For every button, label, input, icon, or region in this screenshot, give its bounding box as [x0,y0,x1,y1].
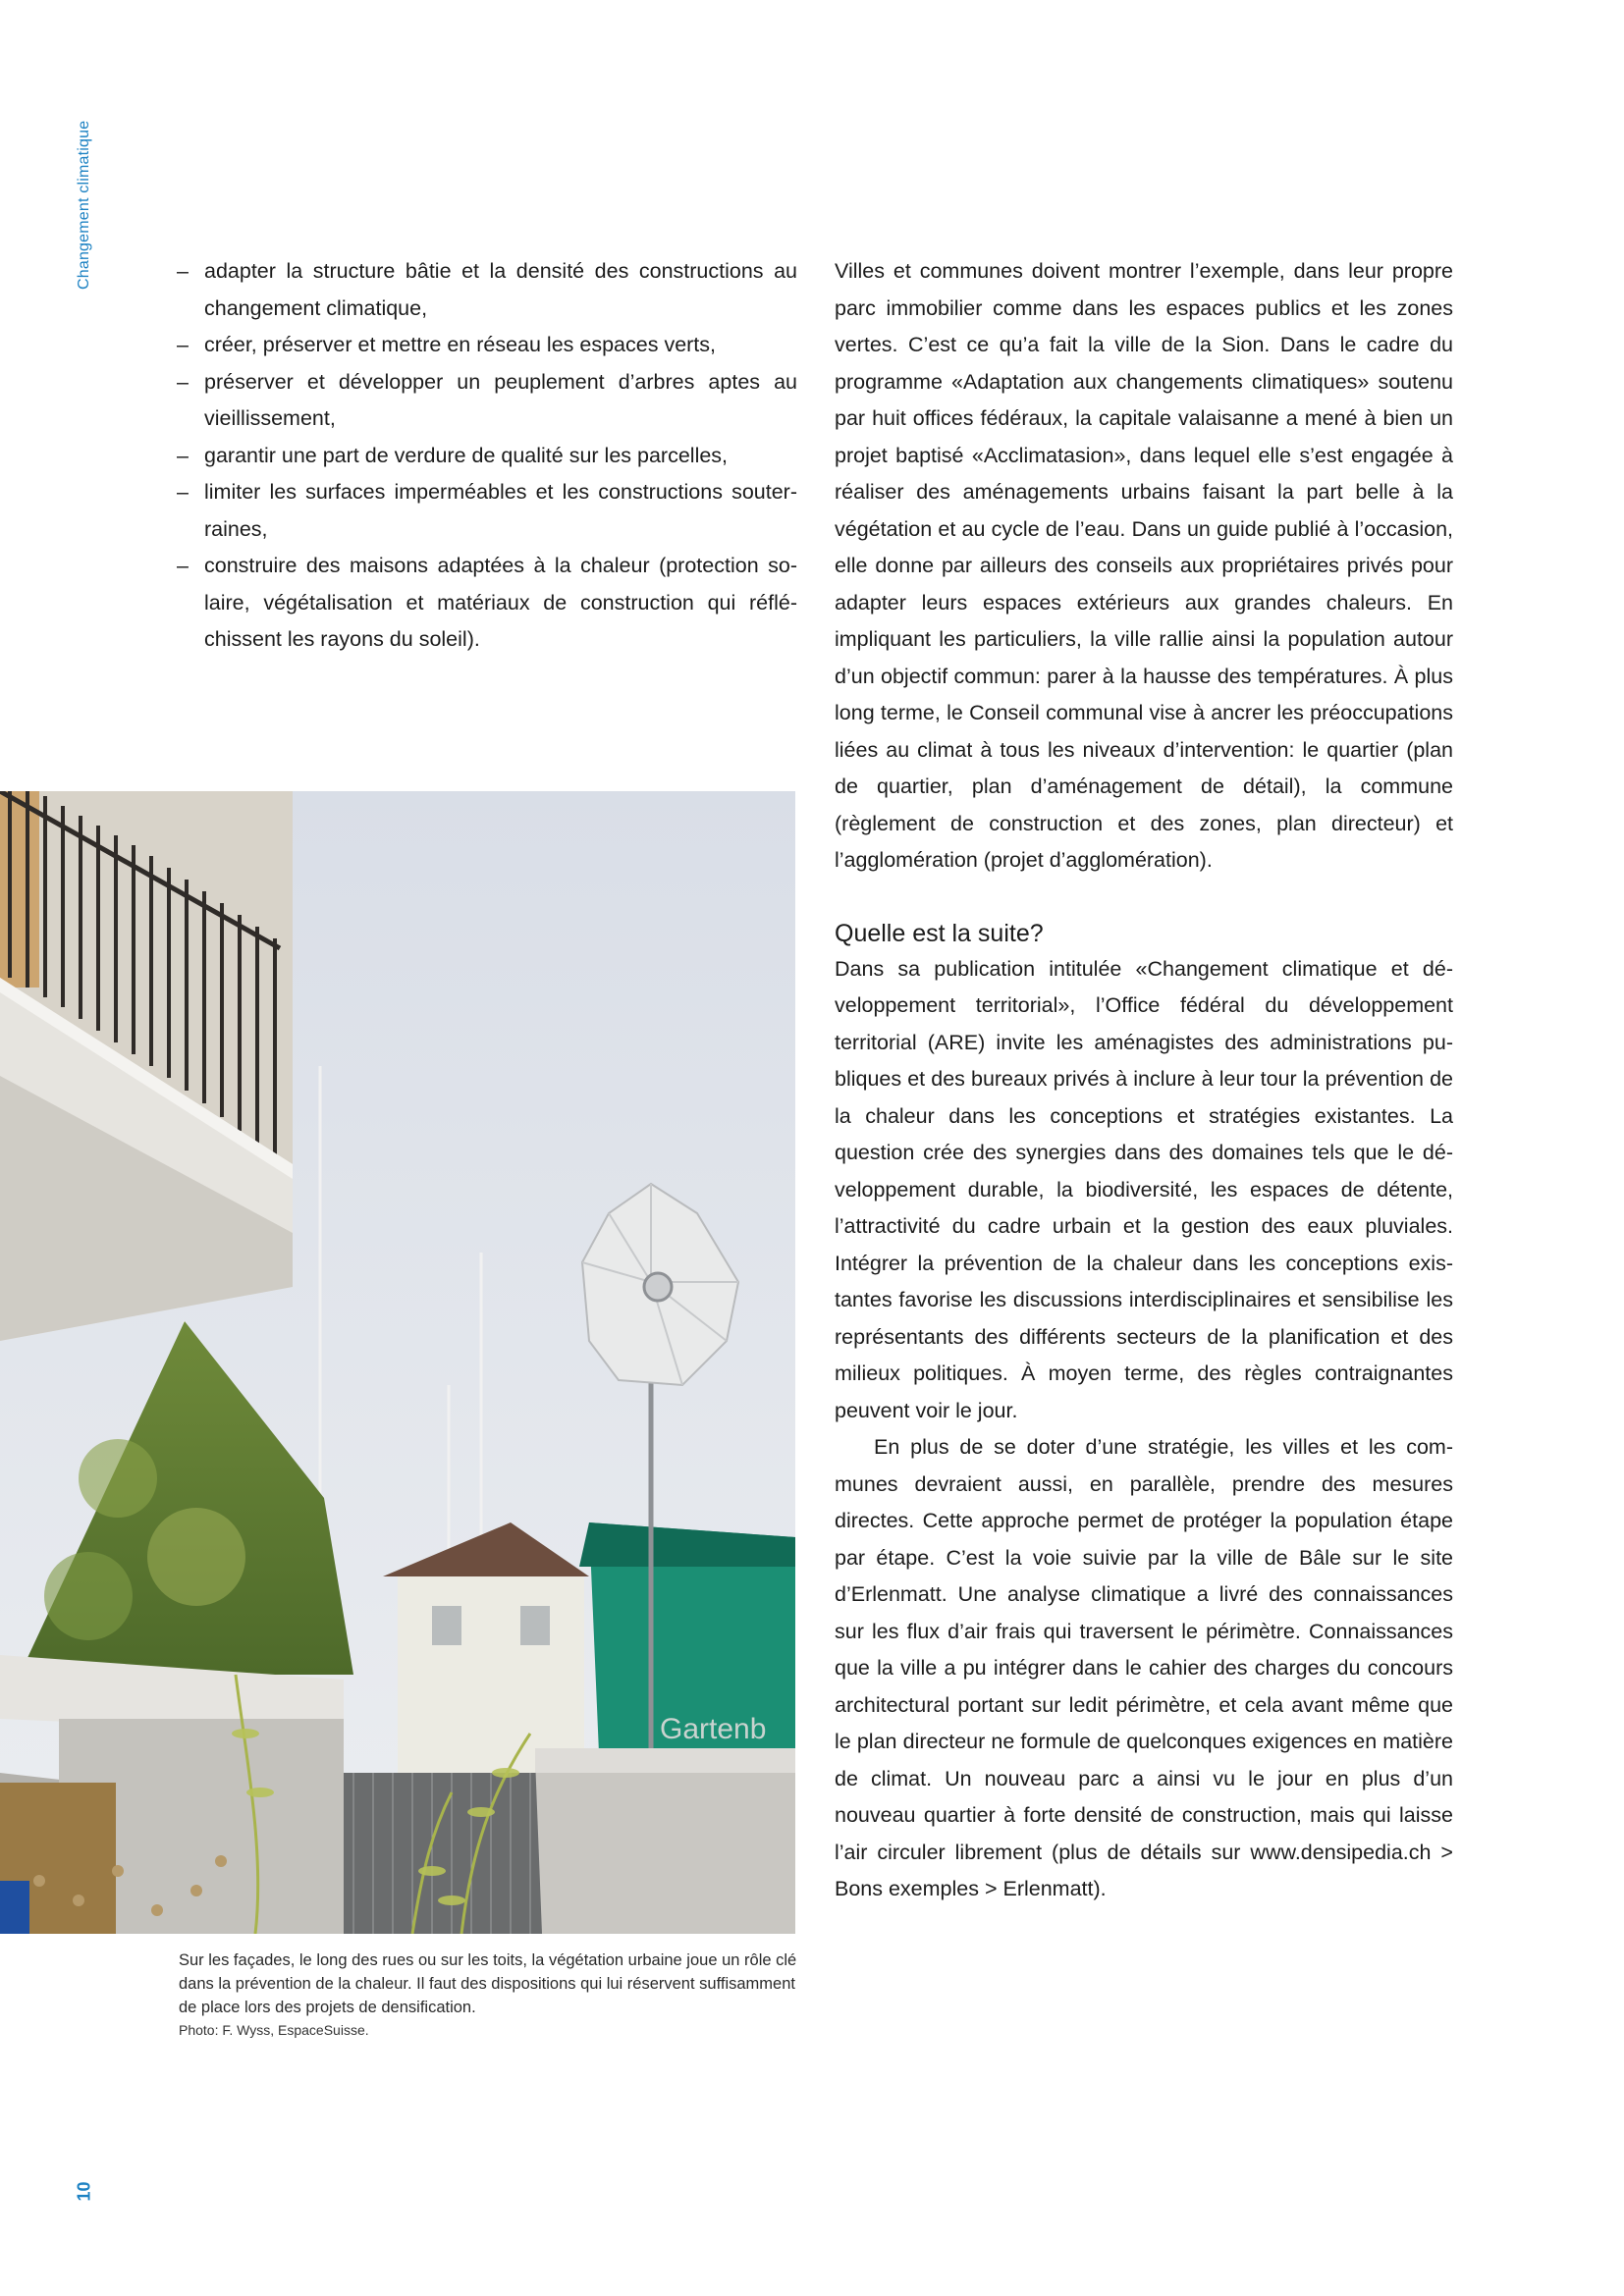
page-number [75,2169,98,2209]
bullet-list [177,253,797,659]
concrete-block [535,1758,795,1934]
caption-text: Sur les façades, le long des rues ou sur les toits, la végétation urbaine joue un rôle clé dans la prévention de la chaleur. Il faut des dispositions qui lui réservent suffisamment de place lors des projets de densification. [179,1951,797,2016]
right-column [835,253,1453,1908]
list-item: – adapter la structure bâtie et la densité des constructions au changement climatique, [177,253,797,327]
running-head [73,93,96,290]
list-item: – limiter les surfaces imperméables et les constructions souterraines, [177,474,797,548]
body-paragraph: Dans sa publication intitulée «Changement climatique et développement territorial», l’Office fédéral du développement territorial (ARE) invite les aménagistes des administrations publiques et des bureaux privés à inclure à leur tour la prévention de la chaleur dans les conceptions et stratégies existantes. La question crée des synergies dans des domaines tels que le développement durable, la biodiversité, les espaces de détente, l’attractivité du cadre urbain et la gestion des eaux pluviales. Intégrer la prévention de la chaleur dans les conceptions existantes favorise les discussions interdisciplinaires et sensibilise les représentants des différents secteurs de la planification et des milieux politiques. À moyen terme, des règles contraignantes peuvent voir le jour. [835,956,1453,1422]
section-heading: Quelle est la suite? [835,919,1044,947]
photo-credit: Photo: F. Wyss, EspaceSuisse. [179,2022,369,2038]
list-item: – créer, préserver et mettre en réseau les espaces verts, [177,327,797,364]
page-number-text: 10 [74,2181,94,2202]
list-item: – construire des maisons adaptées à la chaleur (protection solaire, végétalisation et matériaux de construction qui réfléchissent les rayons du soleil). [177,548,797,659]
list-item: – préserver et développer un peuplement d’arbres aptes au vieillissement, [177,364,797,438]
body-paragraph: Villes et communes doivent montrer l’exemple, dans leur propre parc immobilier comme dans les espaces publics et les zones vertes. C’est ce qu’a fait la ville de la Sion. Dans le cadre du programme «Adaptation aux changements climatiques» soutenu par huit offices fédéraux, la capitale valaisanne a mené à bien un projet baptisé «Acclimatasion», dans lequel elle s’est engagée à réaliser des aménagements urbains faisant la part belle à la végétation et au cycle de l’eau. Dans un guide publié à l’occasion, elle donne par ailleurs des conseils aux propriétaires privés pour adapter leurs espaces extérieurs aux grandes chaleurs. En impliquant les particuliers, la ville rallie ainsi la population autour d’un objectif commun: parer à la hausse des températures. À plus long terme, le Conseil communal vise à ancrer les préoccupations liées au climat à tous les niveaux d’intervention: le quartier (plan de quartier, plan d’aménagement de détail), la commune (règlement de construction et des zones, plan directeur) et l’agglomération (projet d’agglomération). [835,259,1453,872]
photo-caption [179,1949,807,2041]
running-head-text: Changement climatique [76,120,92,290]
body-paragraph: En plus de se doter d’une stratégie, les villes et les communes devraient aussi, en parallèle, prendre des mesures directes. Cette approche permet de protéger la population étape par étape. C’est la voie suivie par la ville de Bâle sur le site d’Erlenmatt. Une analyse climatique a livré des connaissances sur les flux d’air frais qui traversent le périmètre. Connaissances que la ville a pu intégrer dans le cahier des charges du concours architectural portant sur ledit périmètre, et cela avant même que le plan directeur ne formule de quelconques exigences en matière de climat. Un nouveau parc a ainsi vu le jour en plus d’un nouveau quartier à forte densité de construction, mais qui laisse l’air circuler librement (plus de détails sur www.densipedia.ch > Bons exemples > Erlenmatt). [835,1435,1453,1900]
list-item: – garantir une part de verdure de qualité sur les parcelles, [177,438,797,475]
shed-sign: Gartenb [660,1713,767,1745]
photo-illustration [0,791,795,1934]
photo [0,791,795,1934]
fence [344,1773,545,1934]
